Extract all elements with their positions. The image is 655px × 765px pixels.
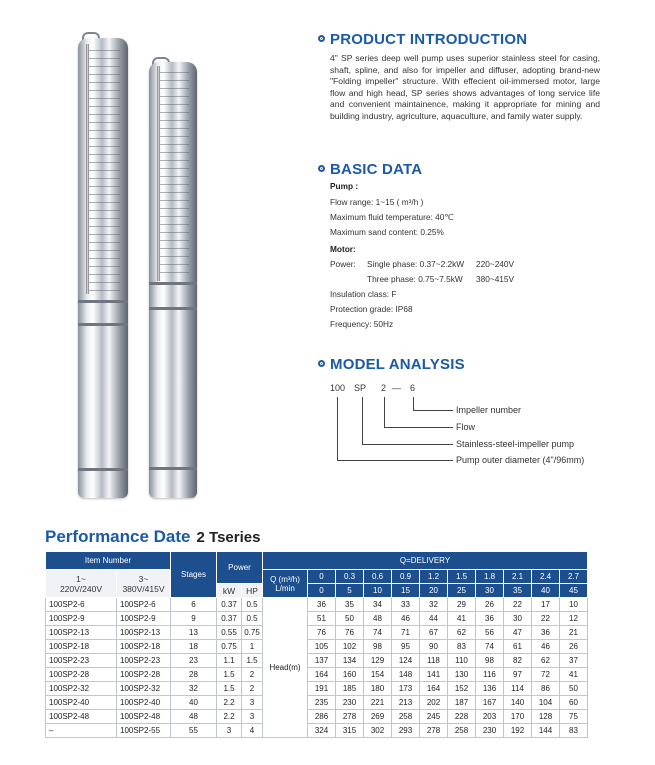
l-value: 10 [364,584,392,598]
table-row [46,682,588,696]
model-1phase: 100SP2-40 [46,696,117,710]
head-value: 187 [448,696,476,710]
q-value: 0.3 [336,570,364,584]
pump-ribs [86,50,120,295]
q-value: 1.8 [476,570,504,584]
head-value: 141 [420,668,448,682]
head-value: 173 [392,682,420,696]
head-value: 154 [364,668,392,682]
head-value: 33 [392,598,420,612]
head-value: 102 [336,640,364,654]
table-row [46,668,588,682]
head-value: 245 [420,710,448,724]
hp-value: 2 [242,682,263,696]
head-value: 74 [364,626,392,640]
head-value: 269 [364,710,392,724]
stages-value: 55 [171,724,217,738]
connector-line [362,397,363,444]
pump-band [149,467,197,470]
head-value: 278 [420,724,448,738]
model-1phase: 100SP2-13 [46,626,117,640]
table-row [46,598,588,612]
connector-line [362,444,453,445]
head-value: 44 [420,612,448,626]
bullet-icon [318,360,325,367]
model-3phase: 100SP2-55 [117,724,171,738]
q-value: 1.5 [448,570,476,584]
hp-value: 3 [242,696,263,710]
single-phase: Single phase: 0.37~2.2kW [367,259,465,269]
model-code-flow: 2 [381,383,387,393]
head-value: 230 [476,724,504,738]
head-value: 46 [392,612,420,626]
header-units: Q (m³/h) L/min [263,570,308,598]
model-code-dash: — [392,383,401,393]
l-value: 15 [392,584,420,598]
head-value: 258 [448,724,476,738]
head-value: 21 [560,626,588,640]
connector-line [337,397,338,460]
head-value: 95 [392,640,420,654]
model-3phase: 100SP2-28 [117,668,171,682]
product-introduction-title: PRODUCT INTRODUCTION [330,31,528,48]
kw-value: 2.2 [217,696,242,710]
frequency: Frequency: 50Hz [330,319,394,329]
head-value: 83 [560,724,588,738]
pump-band [78,300,128,303]
header-hp: HP [242,584,263,598]
basic-data-heading [318,161,422,178]
head-value: 118 [420,654,448,668]
pump-band [149,307,197,310]
head-value: 97 [504,668,532,682]
head-value: 75 [560,710,588,724]
head-value: 26 [560,640,588,654]
hp-value: 0.75 [242,626,263,640]
label-flow: Flow [456,422,476,432]
head-value: 137 [308,654,336,668]
l-value: 25 [448,584,476,598]
head-value: 26 [476,598,504,612]
l-value: 35 [504,584,532,598]
flow-range: Flow range: 1~15 ( m³/h ) [330,197,424,207]
model-code-sp: SP [354,383,367,393]
head-value: 62 [532,654,560,668]
connector-line [337,460,453,461]
model-analysis-title: MODEL ANALYSIS [330,356,465,373]
model-1phase: 100SP2-9 [46,612,117,626]
single-phase-voltage: 220~240V [476,259,515,269]
model-1phase: 100SP2-18 [46,640,117,654]
head-value: 230 [336,696,364,710]
head-value: 136 [476,682,504,696]
head-value: 167 [476,696,504,710]
head-value: 86 [532,682,560,696]
label-impeller-number: Impeller number [456,405,522,415]
hp-value: 2 [242,668,263,682]
head-value: 35 [336,598,364,612]
three-phase: Three phase: 0.75~7.5kW [367,274,463,284]
three-phase-voltage: 380~415V [476,274,515,284]
kw-value: 1.1 [217,654,242,668]
header-220v: 1~ 220V/240V [46,570,117,598]
performance-table [45,551,588,738]
max-sand-content: Maximum sand content: 0.25% [330,227,444,237]
head-value: 192 [504,724,532,738]
header-stages: Stages [171,552,217,598]
head-value: 152 [448,682,476,696]
model-code-impeller: 6 [410,383,416,393]
header-power: Power [217,552,263,584]
q-value: 2.4 [532,570,560,584]
stages-value: 28 [171,668,217,682]
head-label: Head(m) [263,598,308,738]
head-value: 160 [336,668,364,682]
head-value: 170 [504,710,532,724]
stages-value: 48 [171,710,217,724]
head-value: 98 [476,654,504,668]
header-kw: kW [217,584,242,598]
model-1phase: 100SP2-48 [46,710,117,724]
model-3phase: 100SP2-9 [117,612,171,626]
head-value: 71 [392,626,420,640]
head-value: 12 [560,612,588,626]
bullet-icon [318,165,325,172]
head-value: 213 [392,696,420,710]
kw-value: 0.37 [217,598,242,612]
kw-value: 1.5 [217,668,242,682]
head-value: 17 [532,598,560,612]
pump-cable [86,44,89,294]
head-value: 203 [476,710,504,724]
head-value: 46 [532,640,560,654]
hp-value: 4 [242,724,263,738]
header-item-number: Item Number [46,552,171,570]
head-value: 41 [448,612,476,626]
protection-grade: Protection grade: IP68 [330,304,413,314]
power-label: Power: [330,259,356,269]
insulation-class: Insulation class: F [330,289,397,299]
head-value: 130 [448,668,476,682]
bullet-icon [318,35,325,42]
stages-value: 40 [171,696,217,710]
head-value: 258 [392,710,420,724]
stages-value: 32 [171,682,217,696]
head-value: 128 [532,710,560,724]
head-value: 47 [504,626,532,640]
motor-label: Motor: [330,244,356,254]
performance-title [45,527,260,547]
max-temperature: Maximum fluid temperature: 40℃ [330,212,454,222]
head-value: 62 [448,626,476,640]
head-value: 51 [308,612,336,626]
head-value: 32 [420,598,448,612]
head-value: 105 [308,640,336,654]
head-value: 293 [392,724,420,738]
stages-value: 6 [171,598,217,612]
head-value: 29 [448,598,476,612]
head-value: 164 [308,668,336,682]
head-value: 228 [448,710,476,724]
head-value: 129 [364,654,392,668]
performance-title-text: Performance Date [45,527,191,546]
performance-subtitle: 2 Tseries [196,529,261,546]
q-value: 2.7 [560,570,588,584]
model-3phase: 100SP2-48 [117,710,171,724]
model-3phase: 100SP2-40 [117,696,171,710]
q-value: 2.1 [504,570,532,584]
head-value: 104 [532,696,560,710]
model-1phase: 100SP2-32 [46,682,117,696]
header-380v: 3~ 380V/415V [117,570,171,598]
head-value: 191 [308,682,336,696]
table-row [46,710,588,724]
pump-ribs [157,72,189,277]
head-value: 180 [364,682,392,696]
head-value: 76 [336,626,364,640]
q-value: 1.2 [420,570,448,584]
l-value: 5 [336,584,364,598]
connector-line [384,427,453,428]
l-value: 20 [420,584,448,598]
head-value: 36 [308,598,336,612]
head-value: 61 [504,640,532,654]
l-value: 45 [560,584,588,598]
q-value: 0.6 [364,570,392,584]
head-value: 235 [308,696,336,710]
head-value: 30 [504,612,532,626]
connector-line [413,397,414,410]
stages-value: 23 [171,654,217,668]
model-3phase: 100SP2-6 [117,598,171,612]
pump-band [78,468,128,471]
connector-line [413,410,453,411]
head-value: 76 [308,626,336,640]
head-value: 315 [336,724,364,738]
head-value: 36 [532,626,560,640]
head-value: 60 [560,696,588,710]
table-row [46,640,588,654]
head-value: 74 [476,640,504,654]
q-value: 0.9 [392,570,420,584]
model-1phase: 100SP2-6 [46,598,117,612]
head-value: 22 [504,598,532,612]
pump-band [149,282,197,285]
hp-value: 1 [242,640,263,654]
head-value: 50 [560,682,588,696]
model-3phase: 100SP2-32 [117,682,171,696]
connector-line [384,397,385,427]
head-value: 67 [420,626,448,640]
head-value: 41 [560,668,588,682]
stages-value: 18 [171,640,217,654]
label-pump-diameter: Pump outer diameter (4"/96mm) [456,455,585,465]
head-value: 56 [476,626,504,640]
table-row [46,654,588,668]
head-value: 202 [420,696,448,710]
model-3phase: 100SP2-13 [117,626,171,640]
head-value: 83 [448,640,476,654]
pump-band [78,323,128,326]
product-introduction-text: 4" SP series deep well pump uses superior stainless steel for casing, shaft, spline, and also for impeller and diffuser, adopting brand-new "Folding impeller" structure. With effecient oil-immersed motor, large flow and high head, SP series shows advantages of long service life and convenient maintainence, making it appropriate for mining and building industry, agriculture, aquaculture, and family water supply. [330,53,600,121]
stages-value: 13 [171,626,217,640]
model-3phase: 100SP2-18 [117,640,171,654]
model-1phase: – [46,724,117,738]
hp-value: 0.5 [242,612,263,626]
table-row [46,612,588,626]
head-value: 36 [476,612,504,626]
l-value: 30 [476,584,504,598]
head-value: 124 [392,654,420,668]
l-value: 40 [532,584,560,598]
head-value: 302 [364,724,392,738]
stages-value: 9 [171,612,217,626]
label-stainless-impeller: Stainless-steel-impeller pump [456,439,575,449]
head-value: 278 [336,710,364,724]
product-introduction-heading [318,31,527,48]
basic-data-title: BASIC DATA [330,161,423,178]
model-code-diameter: 100 [330,383,346,393]
head-value: 72 [532,668,560,682]
model-analysis-heading [318,356,465,373]
pump-cable [157,66,160,281]
head-value: 148 [392,668,420,682]
header-delivery: Q=DELIVERY [263,552,588,570]
head-value: 37 [560,654,588,668]
head-value: 185 [336,682,364,696]
model-3phase: 100SP2-23 [117,654,171,668]
table-row [46,724,588,738]
kw-value: 0.55 [217,626,242,640]
head-value: 286 [308,710,336,724]
head-value: 110 [448,654,476,668]
pump-label: Pump : [330,181,359,191]
hp-value: 3 [242,710,263,724]
table-row [46,696,588,710]
head-value: 48 [364,612,392,626]
head-value: 164 [420,682,448,696]
head-value: 34 [364,598,392,612]
head-value: 82 [504,654,532,668]
model-1phase: 100SP2-28 [46,668,117,682]
table-row [46,626,588,640]
head-value: 98 [364,640,392,654]
model-1phase: 100SP2-23 [46,654,117,668]
head-value: 144 [532,724,560,738]
head-value: 324 [308,724,336,738]
head-value: 221 [364,696,392,710]
head-value: 10 [560,598,588,612]
q-value: 0 [308,570,336,584]
kw-value: 1.5 [217,682,242,696]
head-value: 134 [336,654,364,668]
hp-value: 0.5 [242,598,263,612]
l-value: 0 [308,584,336,598]
head-value: 116 [476,668,504,682]
head-value: 50 [336,612,364,626]
hp-value: 1.5 [242,654,263,668]
head-value: 90 [420,640,448,654]
head-value: 22 [532,612,560,626]
head-value: 140 [504,696,532,710]
kw-value: 2.2 [217,710,242,724]
kw-value: 3 [217,724,242,738]
head-value: 114 [504,682,532,696]
kw-value: 0.75 [217,640,242,654]
kw-value: 0.37 [217,612,242,626]
